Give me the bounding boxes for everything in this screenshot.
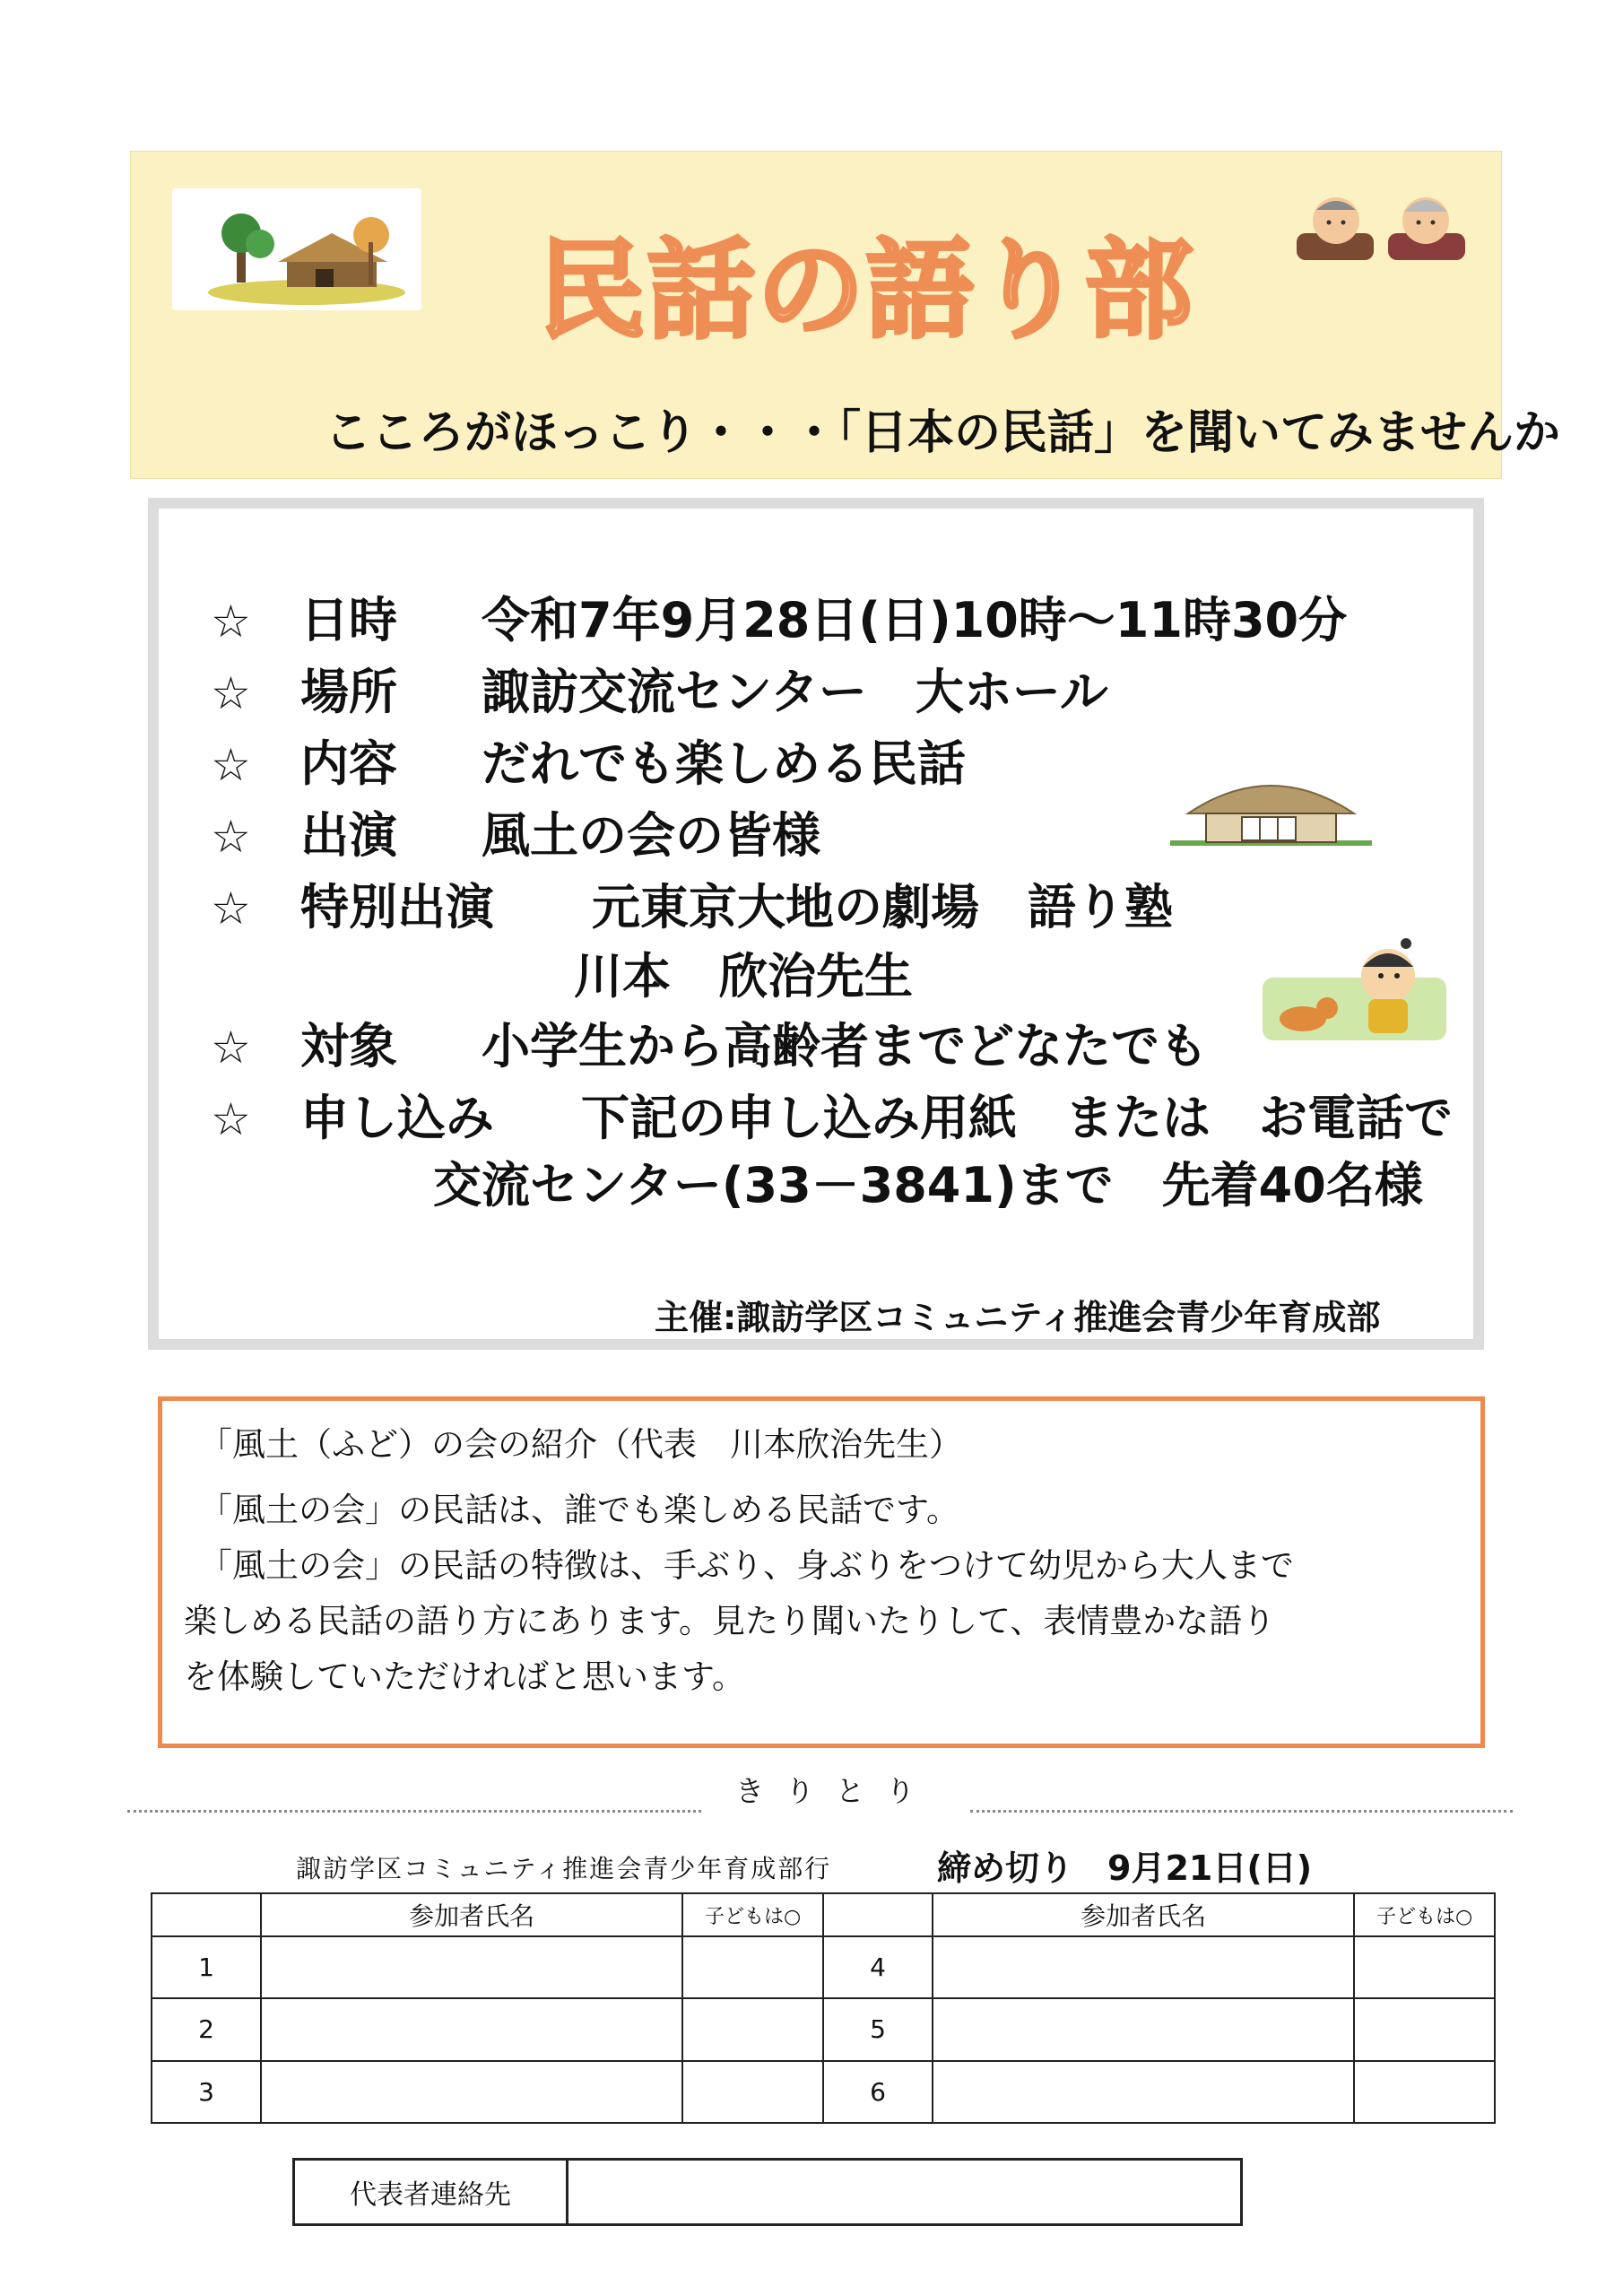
- info-row-application-detail: 交流センター(33－3841)まで 先着40名様: [433, 1157, 1423, 1213]
- kid-field[interactable]: [1354, 2061, 1495, 2123]
- kid-field[interactable]: [682, 1998, 823, 2060]
- header-name: 参加者氏名: [933, 1893, 1354, 1936]
- info-value: 諏訪交流センター 大ホール: [482, 664, 1108, 720]
- info-value: 下記の申し込み用紙 または お電話で: [581, 1090, 1453, 1146]
- registration-table: [151, 1892, 1496, 2124]
- info-row-special-guest: [211, 879, 1173, 935]
- table-header-row: [152, 1893, 1495, 1936]
- row-number: 4: [823, 1936, 933, 1998]
- form-recipient: 諏訪学区コミュニティ推進会青少年育成部行: [296, 1854, 832, 1883]
- name-field[interactable]: [261, 1998, 682, 2060]
- name-field[interactable]: [933, 2061, 1354, 2123]
- header-name: 参加者氏名: [261, 1893, 682, 1936]
- sponsor-text: 主催:諏訪学区コミュニティ推進会青少年育成部: [655, 1298, 1381, 1337]
- star-icon: ☆: [211, 667, 251, 719]
- name-field[interactable]: [933, 1936, 1354, 1998]
- info-row-application: [211, 1090, 1453, 1146]
- info-value: 風土の会の皆様: [482, 807, 820, 864]
- farmhouse-scene-icon: [172, 188, 421, 310]
- star-icon: ☆: [211, 1022, 251, 1074]
- star-icon: ☆: [211, 739, 251, 791]
- cut-label: きりとり: [735, 1774, 937, 1808]
- row-number: 6: [823, 2061, 933, 2123]
- row-number: 2: [152, 1998, 261, 2060]
- cut-line-right: [970, 1810, 1513, 1813]
- info-row-performers: [211, 807, 820, 864]
- header-cell: [152, 1893, 261, 1936]
- thatched-house-icon: [1170, 767, 1372, 848]
- intro-line: 楽しめる民話の語り方にあります。見たり聞いたりして、表情豊かな語り: [184, 1602, 1276, 1640]
- name-field[interactable]: [261, 1936, 682, 1998]
- name-field[interactable]: [261, 2061, 682, 2123]
- info-value: 小学生から高齢者までどなたでも: [482, 1018, 1208, 1074]
- row-number: 5: [823, 1998, 933, 2060]
- contact-field[interactable]: [568, 2160, 1242, 2225]
- kid-field[interactable]: [682, 1936, 823, 1998]
- info-row-place: [211, 664, 1108, 720]
- star-icon: ☆: [211, 1093, 251, 1145]
- intro-line: を体験していただければと思います。: [184, 1657, 746, 1696]
- star-icon: ☆: [211, 811, 251, 863]
- table-row: [152, 2061, 1495, 2123]
- contact-table: [292, 2158, 1243, 2226]
- info-value: だれでも楽しめる民話: [482, 735, 966, 792]
- info-row-audience: [211, 1018, 1208, 1074]
- table-row: [152, 1998, 1495, 2060]
- intro-line: 「風土の会」の民話の特徴は、手ぶり、身ぶりをつけて幼児から大人まで: [199, 1546, 1294, 1585]
- form-deadline: 締め切り 9月21日(日): [937, 1848, 1313, 1888]
- kid-field[interactable]: [1354, 1998, 1495, 2060]
- info-label: 日時: [300, 592, 397, 648]
- contact-label: 代表者連絡先: [294, 2160, 568, 2225]
- name-field[interactable]: [933, 1998, 1354, 2060]
- page-subtitle: こころがほっこり・・・「日本の民話」を聞いてみませんか: [325, 406, 1561, 460]
- header-kid: 子どもは○: [1354, 1893, 1495, 1936]
- info-row-datetime: [211, 592, 1348, 648]
- star-icon: ☆: [211, 596, 251, 648]
- info-row-special-guest-name: 川本 欣治先生: [574, 948, 913, 1004]
- elderly-couple-icon: [1291, 188, 1471, 260]
- row-number: 1: [152, 1936, 261, 1998]
- info-label: 特別出演: [300, 879, 494, 935]
- cut-line-left: [127, 1810, 701, 1813]
- info-row-content: [211, 735, 966, 792]
- info-label: 申し込み: [300, 1090, 494, 1146]
- page-title: 民話の語り部: [538, 229, 1194, 353]
- kid-field[interactable]: [1354, 1936, 1495, 1998]
- star-icon: ☆: [211, 883, 251, 935]
- info-label: 場所: [300, 664, 397, 720]
- intro-line: 「風土の会」の民話は、誰でも楽しめる民話です。: [199, 1491, 960, 1529]
- row-number: 3: [152, 2061, 261, 2123]
- header-cell: [823, 1893, 933, 1936]
- info-value: 元東京大地の劇場 語り塾: [592, 879, 1173, 935]
- info-label: 出演: [300, 807, 397, 864]
- info-label: 対象: [300, 1018, 397, 1074]
- intro-heading: 「風土（ふど）の会の紹介（代表 川本欣治先生）: [199, 1425, 962, 1464]
- info-value: 令和7年9月28日(日)10時～11時30分: [482, 592, 1348, 648]
- kid-field[interactable]: [682, 2061, 823, 2123]
- header-kid: 子どもは○: [682, 1893, 823, 1936]
- info-label: 内容: [300, 735, 397, 792]
- boy-and-dog-icon: [1263, 933, 1446, 1048]
- table-row: [152, 1936, 1495, 1998]
